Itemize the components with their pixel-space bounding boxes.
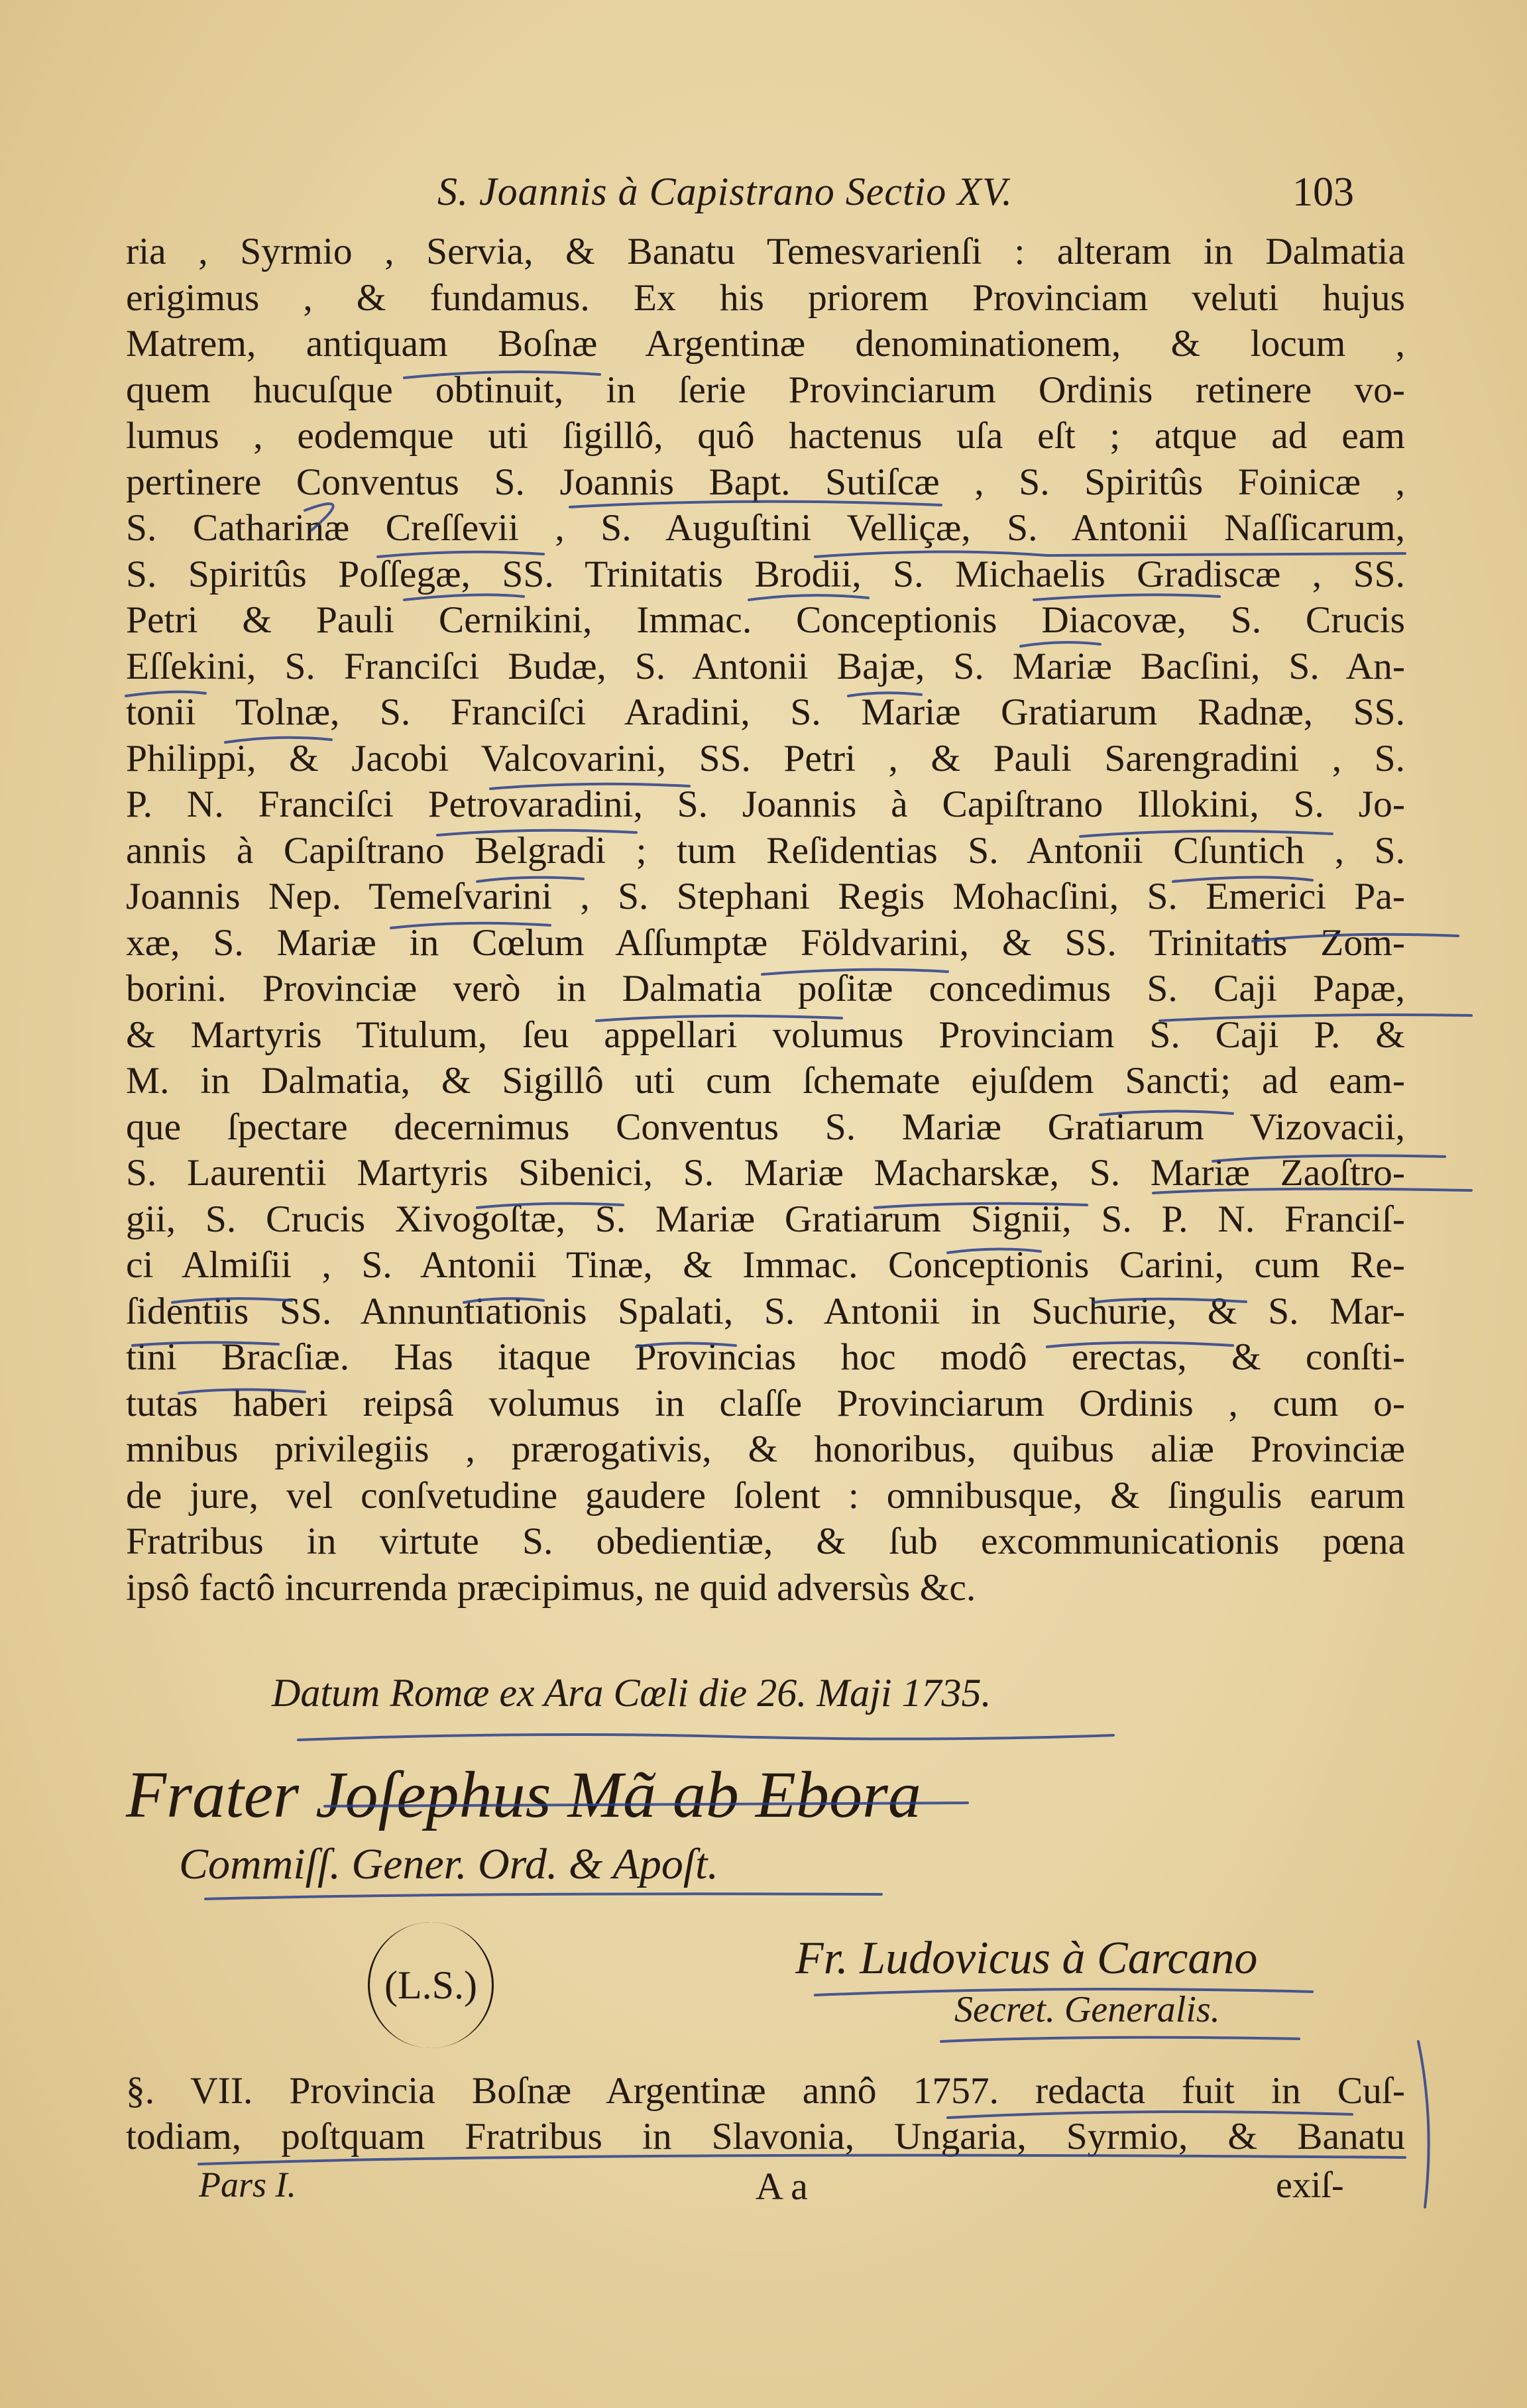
section-text	[126, 2068, 1405, 2159]
text-line: todiam, poſtquam Fratribus in Slavonia, Ungaria, Syrmio, & Banatu	[126, 2116, 1405, 2157]
text-line: que ſpectare decernimus Conventus S. Mariæ Gratiarum Vizovacii,	[126, 1106, 1405, 1148]
seal-label: (L.S.)	[384, 1963, 477, 2007]
text-line: xæ, S. Mariæ in Cœlum Aſſumptæ Földvarini, & SS. Trinitatis Zom-	[126, 921, 1405, 964]
dating-clause: Datum Romæ ex Ara Cœli die 26. Maji 1735.	[272, 1671, 991, 1715]
text-line: ipsô factô incurrenda præcipimus, ne quid adversùs &c.	[126, 1566, 976, 1609]
running-head	[0, 169, 1527, 222]
signatory-title: Commiſſ. Gener. Ord. & Apoſt.	[179, 1840, 719, 1888]
catchword: exiſ-	[1276, 2165, 1344, 2206]
text-line: borini. Provinciæ verò in Dalmatia poſitæ concedimus S. Caji Papæ,	[126, 968, 1405, 1009]
text-line: pertinere Conventus S. Joannis Bapt. Sutiſcæ , S. Spiritûs Foinicæ ,	[126, 461, 1405, 503]
text-line: Eſſekini, S. Franciſci Budæ, S. Antonii Bajæ, S. Mariæ Bacſini, S. An-	[126, 645, 1405, 687]
text-line: tonii Tolnæ, S. Franciſci Aradini, S. Mariæ Gratiarum Radnæ, SS.	[126, 691, 1405, 733]
text-line: ſidentiis SS. Annuntiationis Spalati, S. Antonii in Suchurie, & S. Mar-	[126, 1290, 1405, 1332]
text-line: S. Spiritûs Poſſegæ, SS. Trinitatis Brodii, S. Michaelis Gradiscæ , SS.	[126, 553, 1405, 595]
text-line: Fratribus in virtute S. obedientiæ, & ſub excommunicationis pœna	[126, 1520, 1405, 1562]
running-title: S. Joannis à Capistrano Sectio XV.	[437, 170, 1013, 213]
text-line: & Martyris Titulum, ſeu appellari volumus Provinciam S. Caji P. &	[126, 1013, 1405, 1056]
text-line: quem hucuſque obtinuit, in ſerie Provinciarum Ordinis retinere vo-	[126, 369, 1405, 411]
text-line: mnibus privilegiis , prærogativis, & honoribus, quibus aliæ Provinciæ	[126, 1428, 1405, 1470]
page-footer	[0, 2164, 1527, 2217]
ink-underline	[298, 1735, 1113, 1740]
text-line: M. in Dalmatia, & Sigillô uti cum ſchemate ejuſdem Sancti; ad eam-	[126, 1060, 1405, 1102]
text-line: S. Laurentii Martyris Sibenici, S. Mariæ Macharskæ, S. Mariæ Zaoſtro-	[126, 1152, 1405, 1194]
text-line: annis à Capiſtrano Belgradi ; tum Reſidentias S. Antonii Cſuntich , S.	[126, 829, 1405, 872]
text-line: ci Almiſii , S. Antonii Tinæ, & Immac. Conceptionis Carini, cum Re-	[126, 1244, 1405, 1286]
text-line: Philippi, & Jacobi Valcovarini, SS. Petri , & Pauli Sarengradini , S.	[126, 737, 1405, 779]
secretary-name: Fr. Ludovicus à Carcano	[795, 1933, 1258, 1984]
text-line: tutas haberi reipsâ volumus in claſſe Provinciarum Ordinis , cum o-	[126, 1382, 1405, 1424]
text-line: Joannis Nep. Temeſvarini , S. Stephani Regis Mohacſini, S. Emerici Pa-	[126, 876, 1405, 917]
text-line: §. VII. Provincia Boſnæ Argentinæ annô 1757. redacta fuit in Cuſ-	[126, 2070, 1405, 2112]
seal-mark	[368, 1922, 494, 2048]
body-text	[126, 229, 1405, 1611]
text-line: de jure, vel conſvetudine gaudere ſolent : omnibusque, & ſingulis earum	[126, 1474, 1405, 1517]
text-line: ria , Syrmio , Servia, & Banatu Temesvarienſi : alteram in Dalmatia	[126, 231, 1405, 272]
ink-underline	[205, 1894, 881, 1899]
signatory-name: Frater Joſephus Mã ab Ebora	[126, 1758, 921, 1831]
ink-underline	[941, 2037, 1299, 2041]
text-line: erigimus , & fundamus. Ex his priorem Provinciam veluti hujus	[126, 276, 1405, 319]
text-line: S. Catharinæ Creſſevii , S. Auguſtini Velliçæ, S. Antonii Naſſicarum,	[126, 507, 1405, 549]
signature-mark: A a	[756, 2165, 808, 2208]
part-label: Pars I.	[199, 2165, 296, 2205]
text-line: lumus , eodemque uti ſigillô, quô hactenus uſa eſt ; atque ad eam	[126, 415, 1405, 457]
text-line: Matrem, antiquam Boſnæ Argentinæ denominationem, & locum ,	[126, 323, 1405, 365]
secretary-title: Secret. Generalis.	[954, 1989, 1220, 2030]
text-line: P. N. Franciſci Petrovaradini, S. Joannis à Capiſtrano Illokini, S. Jo-	[126, 783, 1405, 825]
page-number: 103	[1292, 170, 1354, 215]
text-line: gii, S. Crucis Xivogoſtæ, S. Mariæ Gratiarum Signii, S. P. N. Franciſ-	[126, 1198, 1405, 1240]
text-line: Petri & Pauli Cernikini, Immac. Conceptionis Diacovæ, S. Crucis	[126, 599, 1405, 641]
text-line: tini Bracſiæ. Has itaque Provincias hoc modô erectas, & conſti-	[126, 1336, 1405, 1378]
